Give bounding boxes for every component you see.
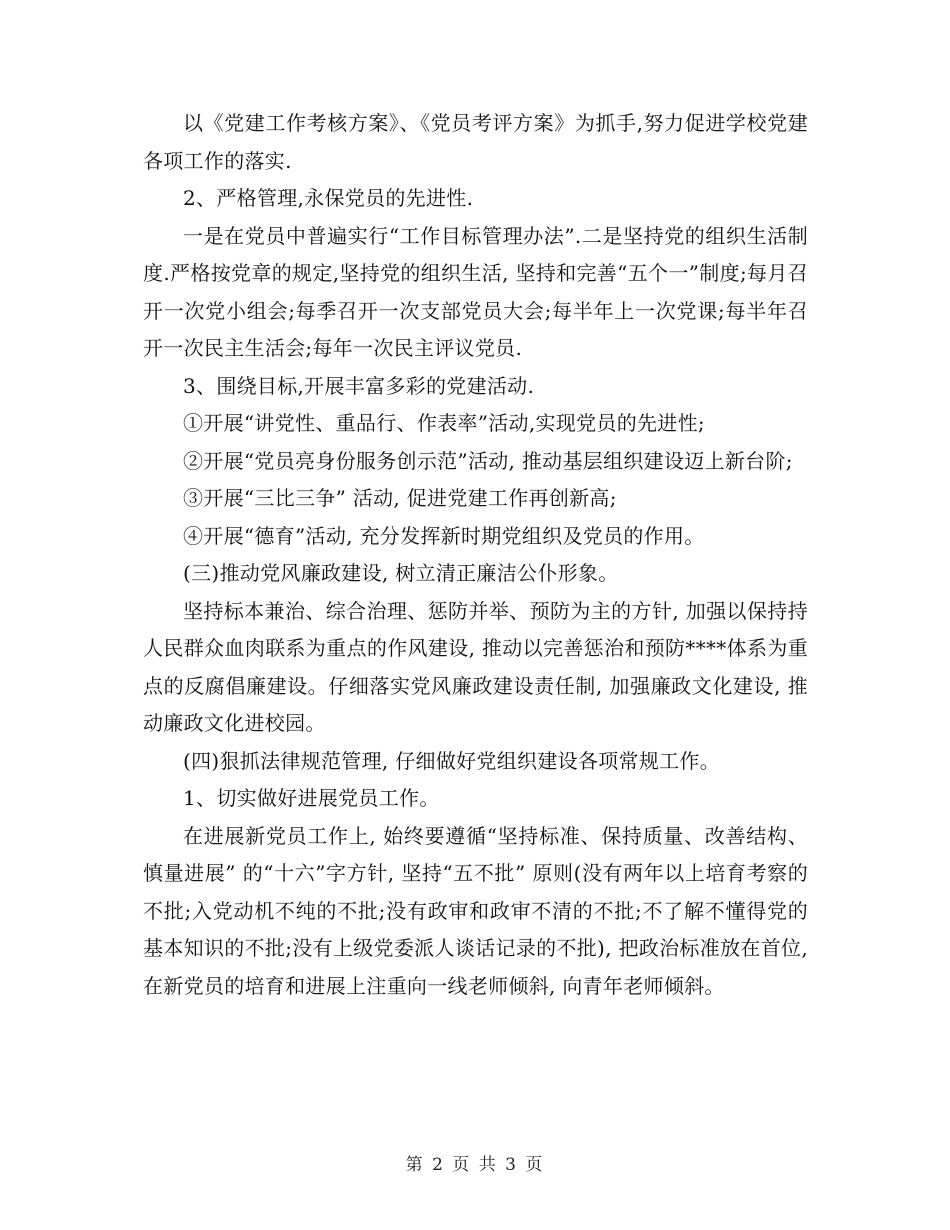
list-item-activity-1: ①开展“讲党性、重品行、作表率”活动,实现党员的先进性; [183,411,705,435]
paragraph-assessment-plans: 以《党建工作考核方案》、《党员考评方案》为抓手,努力促进学校党建各项工作的落实. [143,111,808,173]
heading-section-3: (三)推动党风廉政建设, 树立清正廉洁公仆形象。 [183,561,619,585]
heading-strict-management: 2、严格管理,永保党员的先进性. [183,186,474,210]
page-number-footer: 第 2 页 共 3 页 [405,1155,545,1175]
heading-section-4: (四)狠抓法律规范管理, 仔细做好党组织建设各项常规工作。 [183,748,721,773]
paragraph-anti-corruption: 坚持标本兼治、综合治理、惩防并举、预防为主的方针, 加强以保持持人民群众血肉联系为重点的作风建设, 推动以完善惩治和预防****体系为重点的反腐倡廉建设。仔细落实党风廉政建设责任制, 加强廉政文化建设, 推动廉政文化进校园。 [143,598,808,735]
list-item-activity-4: ④开展“德育”活动, 充分发挥新时期党组织及党员的作用。 [183,523,705,548]
heading-member-recruitment: 1、切实做好进展党员工作。 [183,786,440,810]
list-item-activity-3: ③开展“三比三争” 活动, 促进党建工作再创新高; [183,486,617,510]
heading-party-activities: 3、围绕目标,开展丰富多彩的党建活动. [183,373,535,398]
paragraph-recruitment-principles: 在进展新党员工作上, 始终要遵循“坚持标准、保持质量、改善结构、慎量进展” 的“十六”字方针, 坚持“五不批” 原则(没有两年以上培育考察的不批;入党动机不纯的不批;没有政审和政审不清的不批;不了解不懂得党的基本知识的不批;没有上级党委派人谈话记录的不批), 把政治标准放在首位, 在新党员的培育和进展上注重向一线老师倾斜, 向青年老师倾斜。 [143,823,808,998]
list-item-activity-2: ②开展“党员亮身份服务创示范”活动, 推动基层组织建设迈上新台阶; [183,448,793,473]
paragraph-organizational-life: 一是在党员中普遍实行“工作目标管理办法”.二是坚持党的组织生活制度.严格按党章的规定,坚持党的组织生活, 坚持和完善“五个一”制度;每月召开一次党小组会;每季召开一次支部党员大会;每半年上一次党课;每半年召开一次民主生活会;每年一次民主评议党员. [143,223,808,360]
document-body [143,105,808,1005]
